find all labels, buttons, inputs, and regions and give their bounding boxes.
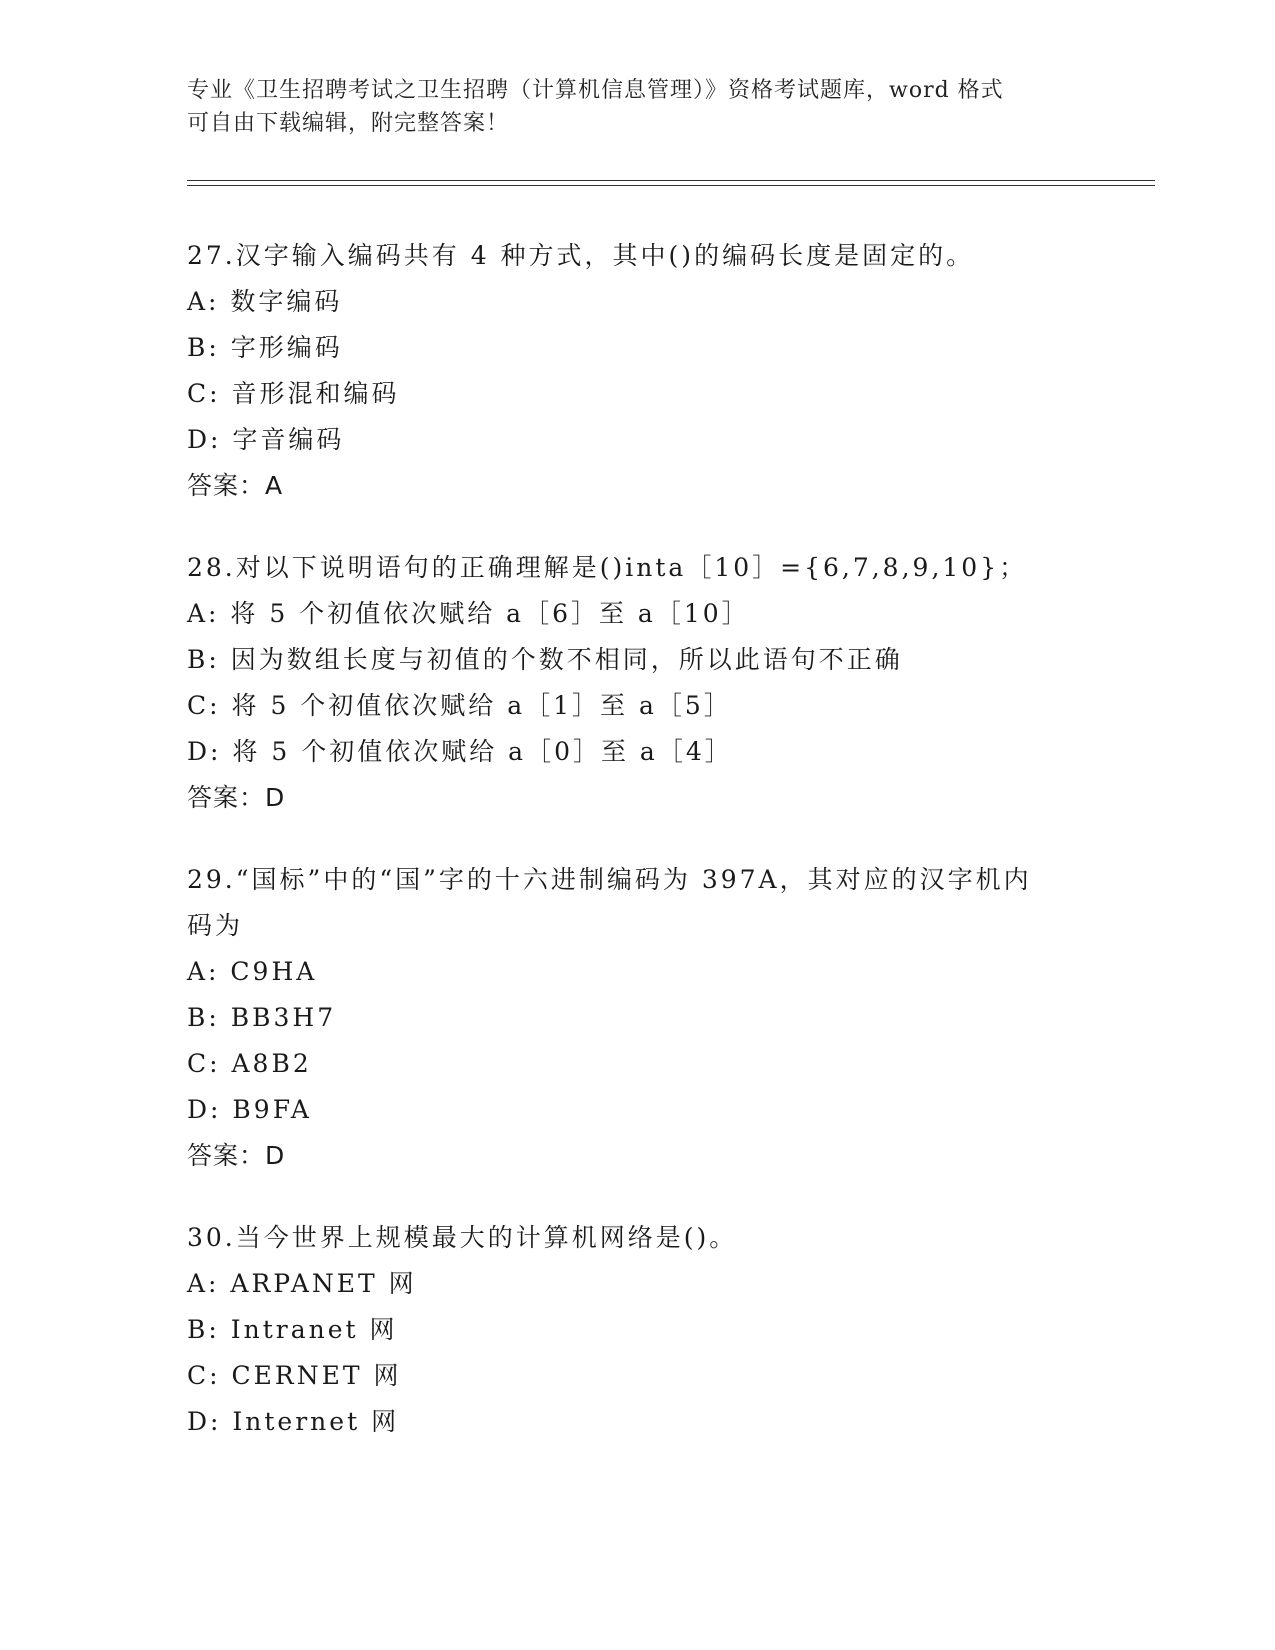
question-stem: 27.汉字输入编码共有 4 种方式，其中()的编码长度是固定的。 <box>187 241 975 270</box>
option-a: A: 将 5 个初值依次赋给 a［6］至 a［10］ <box>187 599 750 628</box>
answer-text: 答案：D <box>187 783 286 812</box>
option-c: C: CERNET 网 <box>187 1361 402 1390</box>
question-28 <box>187 545 1107 821</box>
header-line-2: 可自由下载编辑，附完整答案！ <box>187 111 510 136</box>
header-divider-top <box>187 180 1155 181</box>
document-header <box>187 74 1087 140</box>
question-29 <box>187 857 1107 1179</box>
question-stem: 28.对以下说明语句的正确理解是()inta［10］={6,7,8,9,10}； <box>187 553 1028 582</box>
option-b: B: 字形编码 <box>187 333 343 362</box>
question-stem-line-1: 29.“国标”中的“国”字的十六进制编码为 397A，其对应的汉字机内 <box>187 865 1032 894</box>
option-d: D: B9FA <box>187 1095 312 1124</box>
question-list <box>187 233 1107 1481</box>
option-c: C: 音形混和编码 <box>187 379 400 408</box>
question-stem-line-2: 码为 <box>187 911 244 940</box>
option-d: D: Internet 网 <box>187 1407 400 1436</box>
question-27 <box>187 233 1107 509</box>
question-stem: 30.当今世界上规模最大的计算机网络是()。 <box>187 1223 738 1252</box>
answer-text: 答案：A <box>187 471 284 500</box>
option-b: B: Intranet 网 <box>187 1315 398 1344</box>
question-30 <box>187 1215 1107 1445</box>
option-d: D: 字音编码 <box>187 425 345 454</box>
answer-text: 答案：D <box>187 1141 286 1170</box>
option-a: A: ARPANET 网 <box>187 1269 417 1298</box>
option-b: B: 因为数组长度与初值的个数不相同，所以此语句不正确 <box>187 645 903 674</box>
option-c: C: 将 5 个初值依次赋给 a［1］至 a［5］ <box>187 691 732 720</box>
header-divider-bottom <box>187 185 1155 186</box>
option-b: B: BB3H7 <box>187 1003 337 1032</box>
header-line-1: 专业《卫生招聘考试之卫生招聘（计算机信息管理）》资格考试题库，word 格式 <box>187 78 1004 103</box>
option-a: A: C9HA <box>187 957 318 986</box>
option-d: D: 将 5 个初值依次赋给 a［0］至 a［4］ <box>187 737 733 766</box>
option-a: A: 数字编码 <box>187 287 343 316</box>
option-c: C: A8B2 <box>187 1049 312 1078</box>
